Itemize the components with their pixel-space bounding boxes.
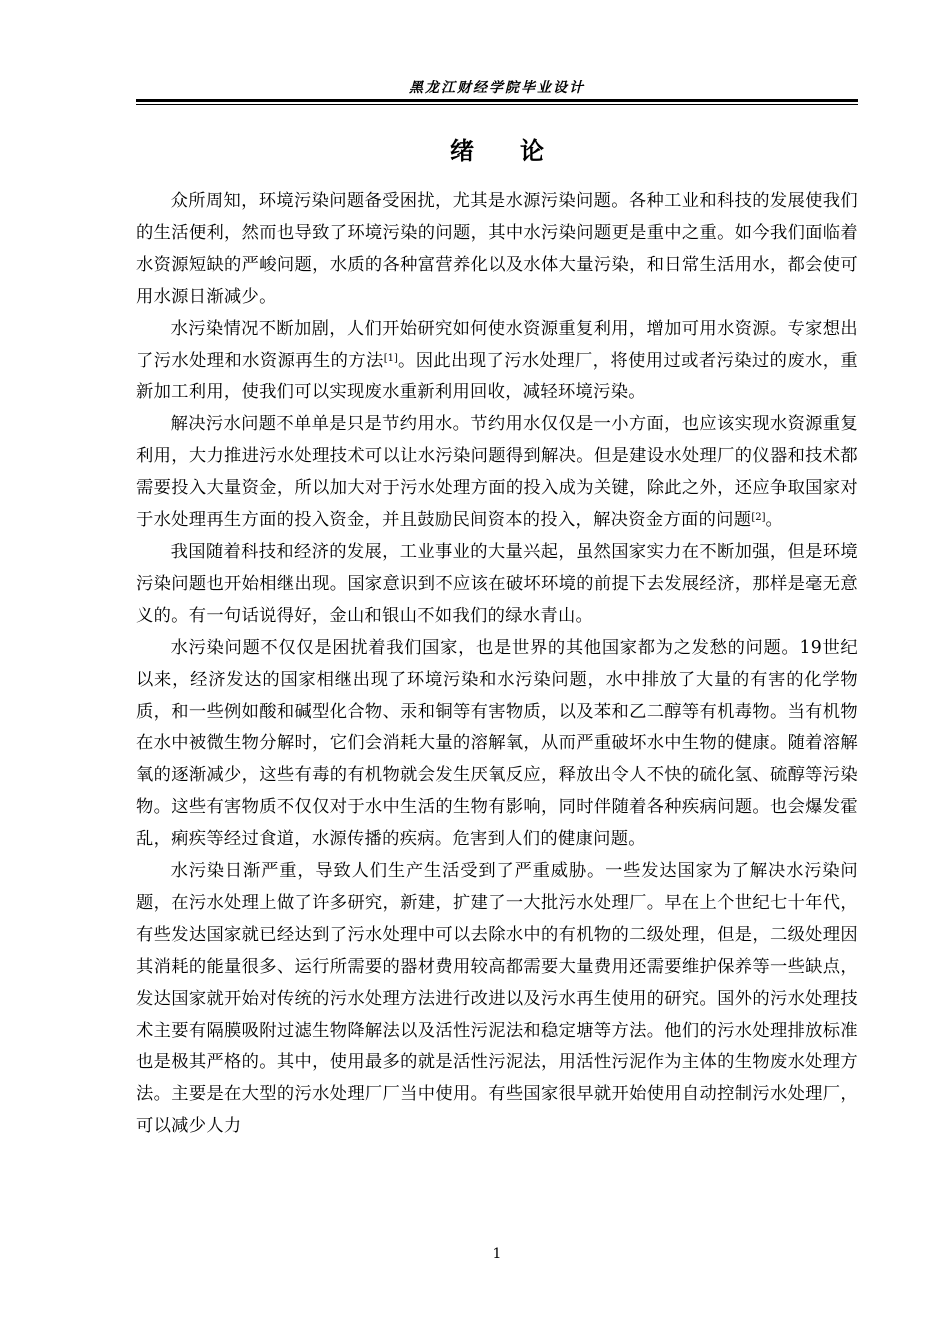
header-rule-thin xyxy=(136,104,858,105)
paragraph-4: 我国随着科技和经济的发展，工业事业的大量兴起，虽然国家实力在不断加强，但是环境污染问题也开始相继出现。国家意识到不应该在破坏环境的前提下去发展经济，那样是毫无意义的。有一句话说得好，金山和银山不如我们的绿水青山。 xyxy=(136,541,858,626)
chapter-title-char-2: 论 xyxy=(520,137,544,165)
header-rule-thick xyxy=(136,99,858,102)
paragraph-1: 众所周知，环境污染问题备受困扰，尤其是水源污染问题。各种工业和科技的发展使我们的生活便利，然而也导致了环境污染的问题，其中水污染问题更是重中之重。如今我们面临着水资源短缺的严峻问题，水质的各种富营养化以及水体大量污染，和日常生活用水，都会使可用水源日渐减少。 xyxy=(136,191,858,307)
citation-ref-1: [1] xyxy=(383,352,398,364)
paragraph-2-text-after: 。因此出现了污水处理厂，将使用过或者污染过的废水，重新加工利用，使我们可以实现废水重新利用回收，减轻环境污染。 xyxy=(136,350,859,403)
chapter-title xyxy=(136,134,858,168)
page-number: 1 xyxy=(492,1246,502,1262)
paragraph-5: 水污染问题不仅仅是困扰着我们国家，也是世界的其他国家都为之发愁的问题。19世纪以来，经济发达的国家相继出现了环境污染和水污染问题，水中排放了大量的有害的化学物质，和一些例如酸和碱型化合物、汞和铜等有害物质，以及苯和乙二醇等有机毒物。当有机物在水中被微生物分解时，它们会消耗大量的溶解氧，从而严重破坏水中生物的健康。随着溶解氧的逐渐减少，这些有毒的有机物就会发生厌氧反应，释放出令人不快的硫化氢、硫醇等污染物。这些有害物质不仅仅对于水中生活的生物有影响，同时伴随着各种疾病问题。也会爆发霍乱，痢疾等经过食道，水源传播的疾病。危害到人们的健康问题。 xyxy=(136,637,858,850)
citation-ref-2: [2] xyxy=(751,512,766,524)
page-header: 黑龙江财经学院毕业设计 xyxy=(409,80,585,96)
paragraph-6: 水污染日渐严重，导致人们生产生活受到了严重威胁。一些发达国家为了解决水污染问题，在污水处理上做了许多研究，新建，扩建了一大批污水处理厂。早在上个世纪七十年代，有些发达国家就已经达到了污水处理中可以去除水中的有机物的二级处理，但是，二级处理因其消耗的能量很多、运行所需要的器材费用较高都需要大量费用还需要维护保养等一些缺点，发达国家就开始对传统的污水处理方法进行改进以及污水再生使用的研究。国外的污水处理技术主要有隔膜吸附过滤生物降解法以及活性污泥法和稳定塘等方法。他们的污水处理排放标准也是极其严格的。其中，使用最多的就是活性污泥法，用活性污泥作为主体的生物废水处理方法。主要是在大型的污水处理厂厂当中使用。有些国家很早就开始使用自动控制污水处理厂，可以减少人力 xyxy=(136,861,858,1137)
chapter-title-char-1: 绪 xyxy=(450,137,474,165)
paragraph-2-text-before: 水污染情况不断加剧，人们开始研究如何使水资源重复利用，增加可用水资源。专家想出了污水处理和水资源再生的方法 xyxy=(136,318,858,371)
body-text xyxy=(136,186,858,1143)
paragraph-3 xyxy=(136,409,858,537)
paragraph-2 xyxy=(136,314,858,410)
paragraph-3-text-after: 。 xyxy=(765,510,784,531)
paragraph-3-text-before: 解决污水问题不单单是只是节约用水。节约用水仅仅是一小方面，也应该实现水资源重复利用，大力推进污水处理技术可以让水污染问题得到解决。但是建设水处理厂的仪器和技术都需要投入大量资金，所以加大对于污水处理方面的投入成为关键，除此之外，还应争取国家对于水处理再生方面的投入资金，并且鼓励民间资本的投入，解决资金方面的问题 xyxy=(136,414,858,531)
